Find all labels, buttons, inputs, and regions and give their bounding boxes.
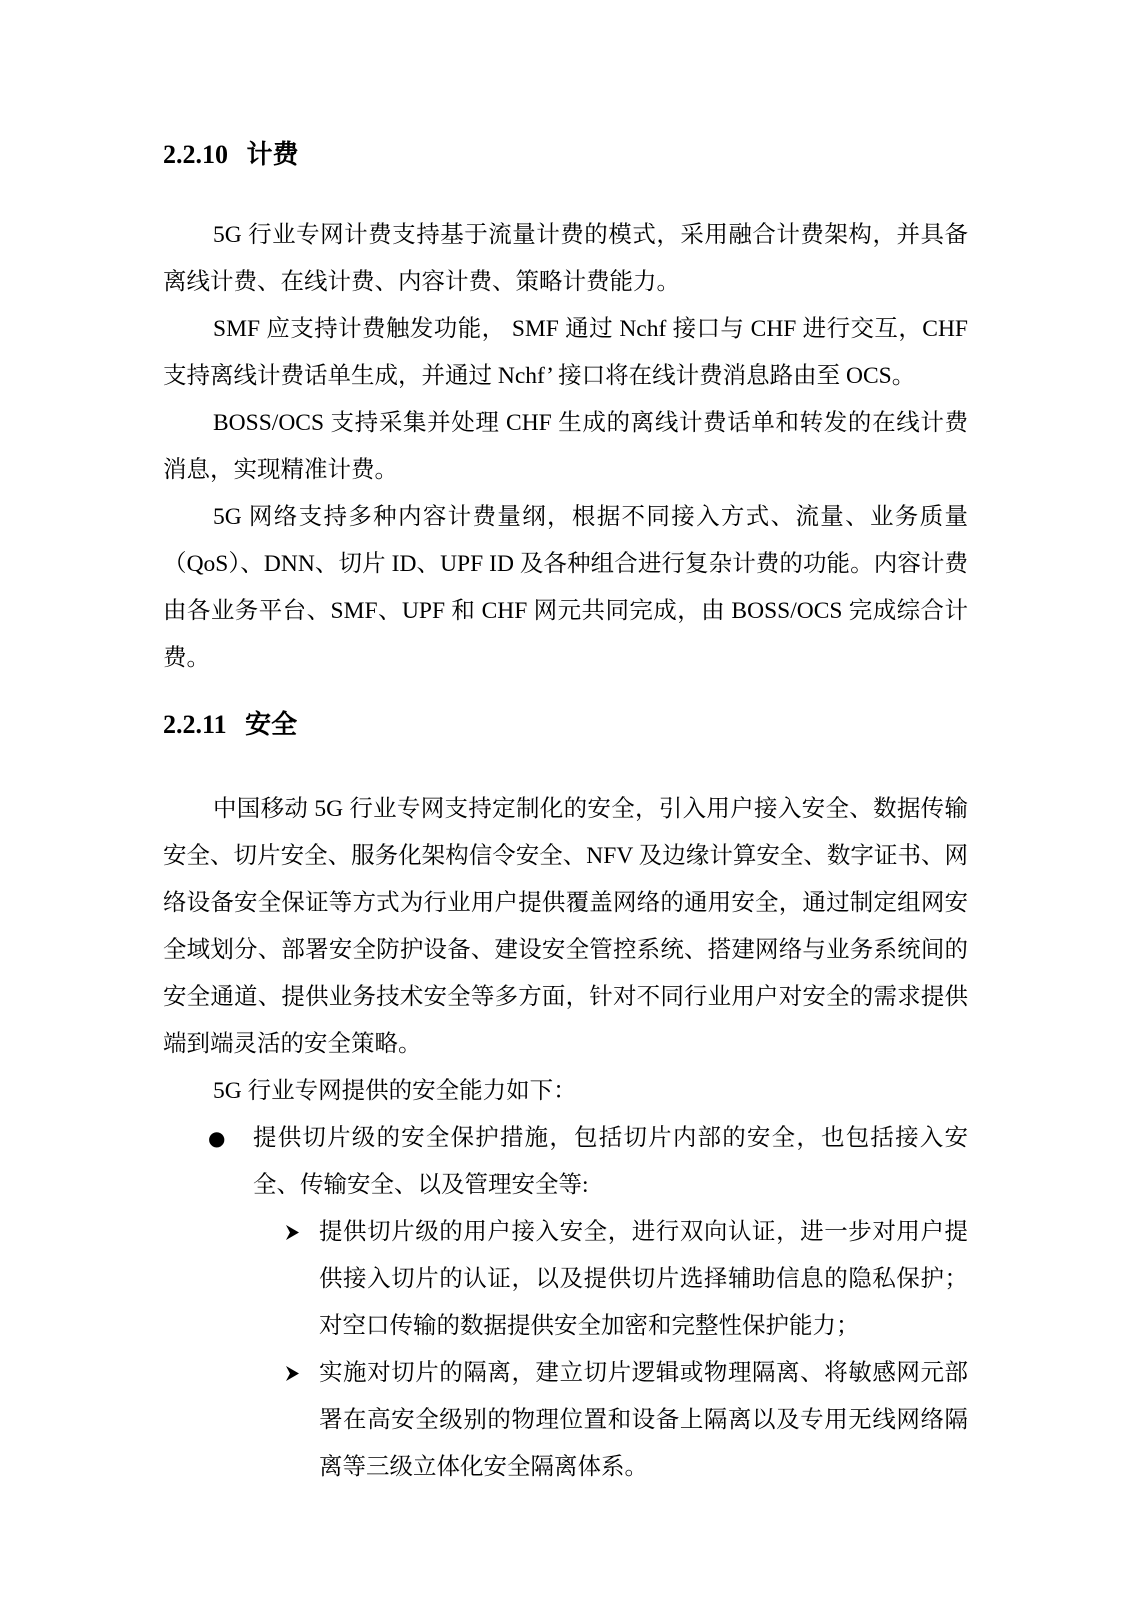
billing-paragraph-2: SMF 应支持计费触发功能， SMF 通过 Nchf 接口与 CHF 进行交互，CHF 支持离线计费话单生成，并通过 Nchf’ 接口将在线计费消息路由至 OCS。 <box>163 316 968 389</box>
security-paragraph-1: 中国移动 5G 行业专网支持定制化的安全，引入用户接入安全、数据传输安全、切片安全、服务化架构信令安全、NFV 及边缘计算安全、数字证书、网络设备安全保证等方式为行业用户提供覆盖网络的通用安全，通过制定组网安全域划分、部署安全防护设备、建设安全管控系统、搭建网络与业务系统间的安全通道、提供业务技术安全等多方面，针对不同行业用户对安全的需求提供端到端灵活的安全策略。 <box>163 796 968 1057</box>
sub-bullet-text: 实施对切片的隔离，建立切片逻辑或物理隔离、将敏感网元部署在高安全级别的物理位置和设备上隔离以及专用无线网络隔离等三级立体化安全隔离体系。 <box>319 1360 968 1480</box>
sub-bullet-slice-isolation <box>163 1350 968 1491</box>
security-paragraph-2: 5G 行业专网提供的安全能力如下： <box>213 1078 577 1104</box>
billing-paragraph-3: BOSS/OCS 支持采集并处理 CHF 生成的离线计费话单和转发的在线计费消息，实现精准计费。 <box>163 410 968 483</box>
section-heading-security: 2.2.11 安全 <box>163 710 298 739</box>
arrow-bullet-icon <box>285 1224 300 1241</box>
section-heading-billing: 2.2.10 计费 <box>163 140 299 169</box>
bullet-text: 提供切片级的安全保护措施，包括切片内部的安全，也包括接入安全、传输安全、以及管理安全等: <box>253 1125 968 1198</box>
arrow-bullet-icon <box>285 1365 300 1382</box>
bullet-item-slice-security <box>163 1115 968 1209</box>
sub-bullet-text: 提供切片级的用户接入安全，进行双向认证，进一步对用户提供接入切片的认证，以及提供切片选择辅助信息的隐私保护；对空口传输的数据提供安全加密和完整性保护能力； <box>319 1219 968 1339</box>
billing-paragraph-1: 5G 行业专网计费支持基于流量计费的模式，采用融合计费架构，并具备离线计费、在线计费、内容计费、策略计费能力。 <box>163 222 968 295</box>
billing-paragraph-4: 5G 网络支持多种内容计费量纲，根据不同接入方式、流量、业务质量（QoS）、DNN、切片 ID、UPF ID 及各种组合进行复杂计费的功能。内容计费由各业务平台、SMF、UPF 和 CHF 网元共同完成，由 BOSS/OCS 完成综合计费。 <box>163 504 968 671</box>
sub-bullet-access-security <box>163 1209 968 1350</box>
disc-bullet-icon: ● <box>208 1126 226 1150</box>
